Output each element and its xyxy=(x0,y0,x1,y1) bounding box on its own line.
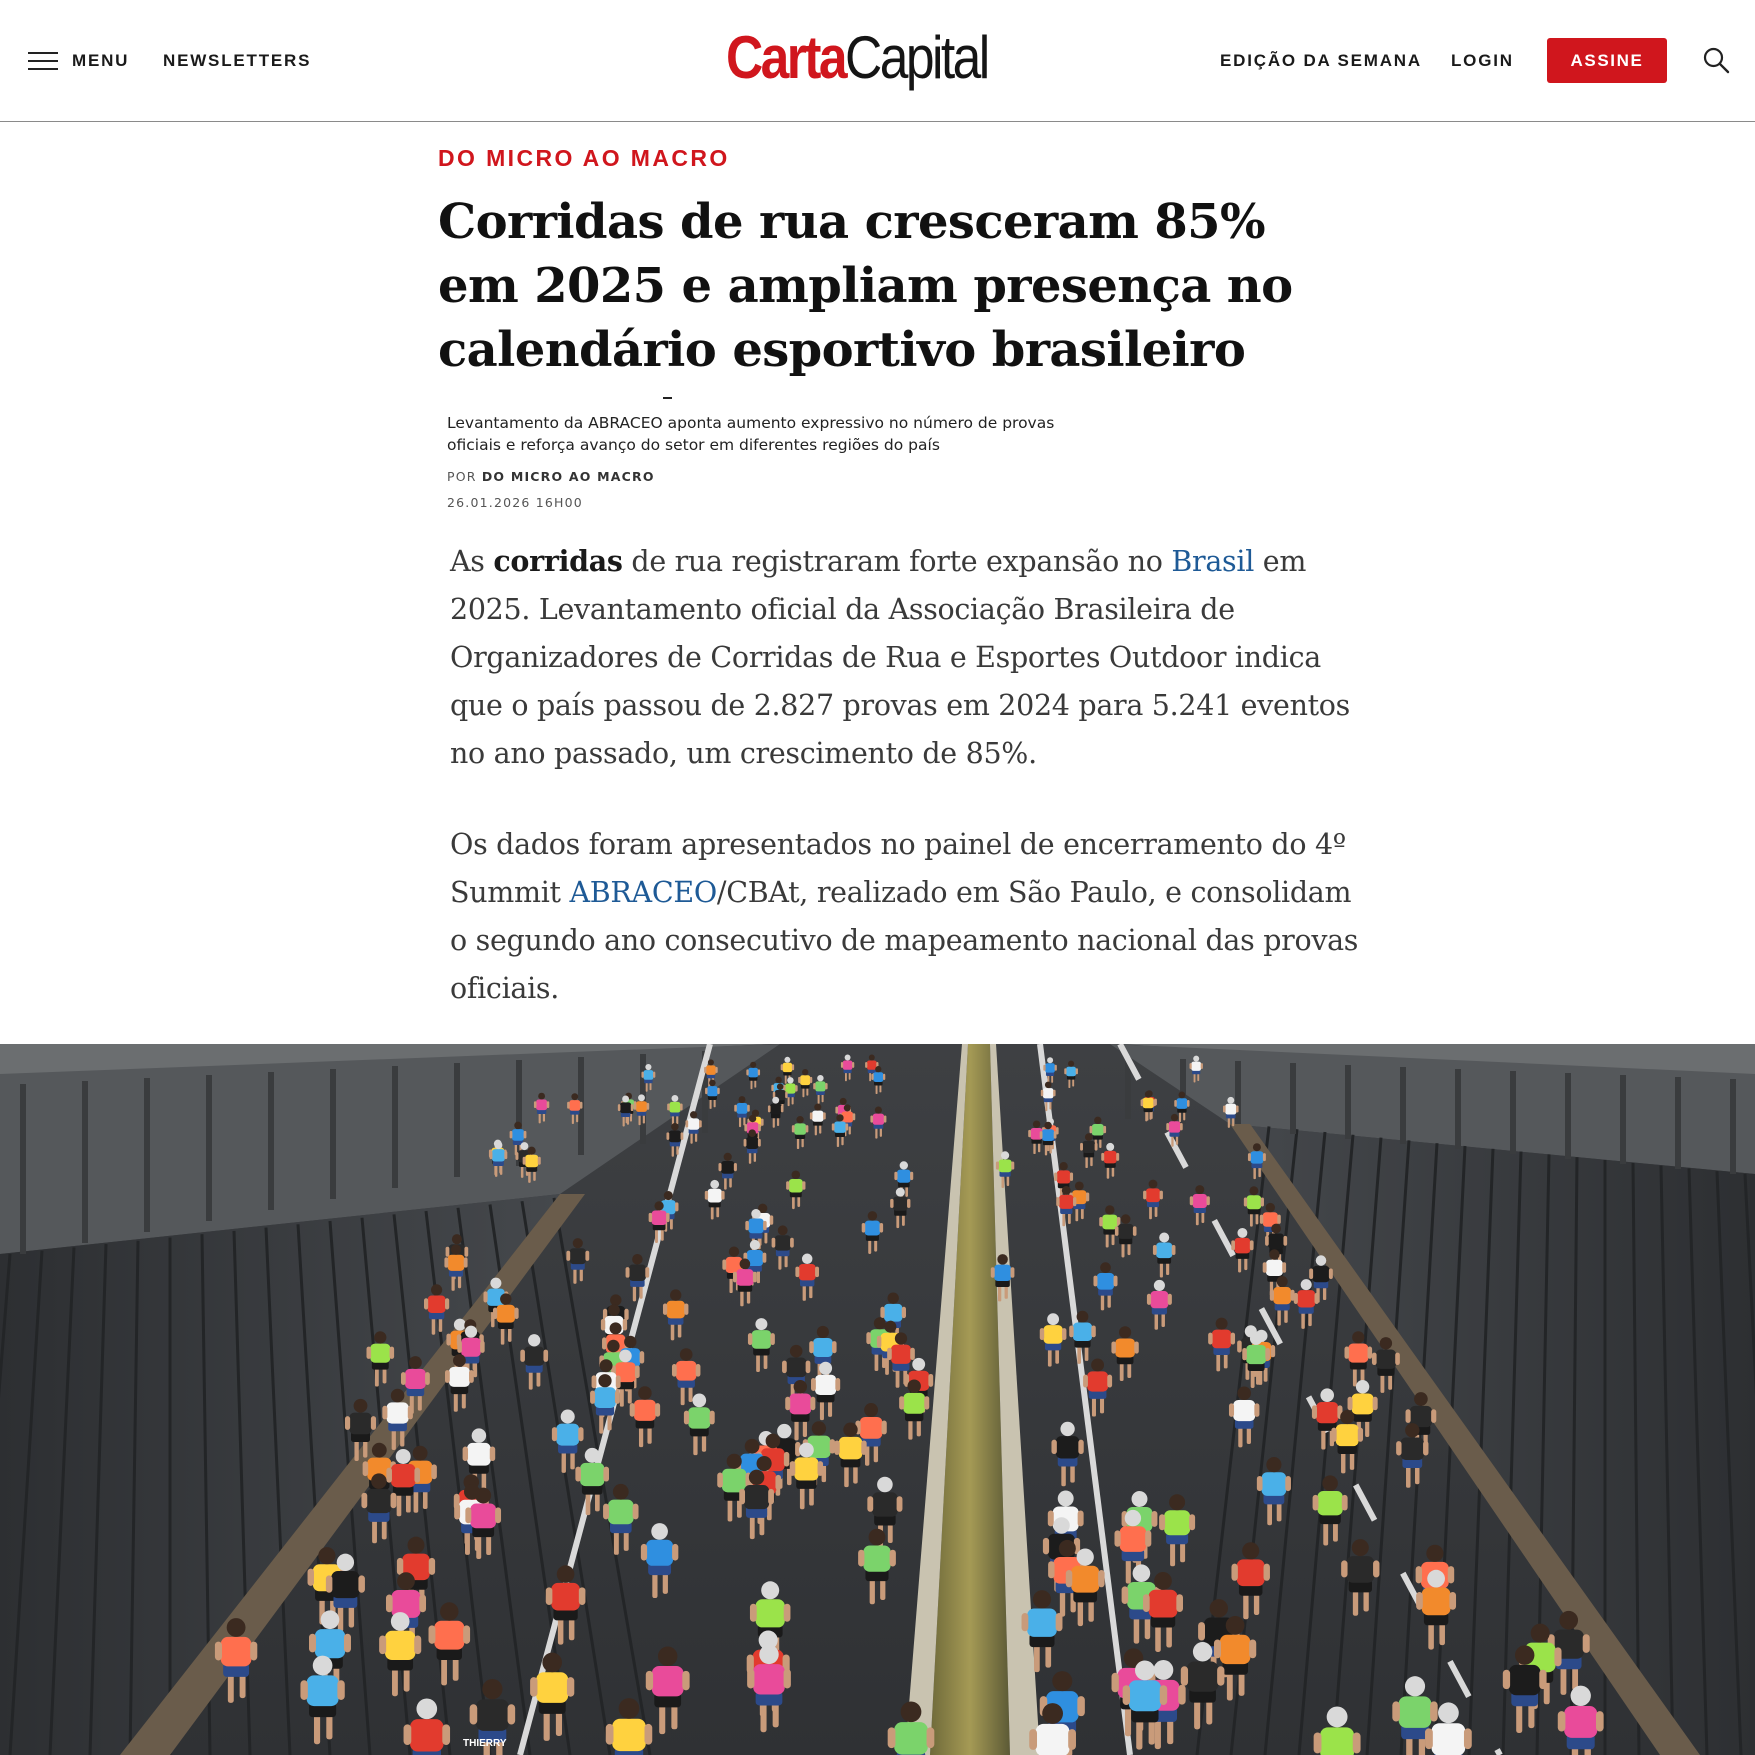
article-title: Corridas de rua cresceram 85% em 2025 e ampliam presença no calendário esportivo brasileiro xyxy=(438,194,1293,378)
search-icon[interactable] xyxy=(1702,46,1730,74)
p1-bold-corridas: corridas xyxy=(493,544,623,578)
title-divider xyxy=(663,397,672,399)
body-paragraph-2 xyxy=(450,821,1370,1013)
p1-text-2: de rua registraram forte expansão no xyxy=(622,545,1172,578)
p1-text-3: em 2025. Levantamento oficial da Associação Brasileira de Organizadores de Corridas de Rua e Esportes Outdoor indica que o país passou de 2.827 provas em 2024 para 5.241 eventos no ano passado, um crescimento de 85%. xyxy=(450,545,1350,770)
link-abraceo[interactable]: ABRACEO xyxy=(569,876,717,909)
p1-text-1: As xyxy=(450,545,494,578)
edicao-da-semana-link[interactable]: EDIÇÃO DA SEMANA xyxy=(1220,51,1422,70)
logo-capital[interactable]: Capital xyxy=(845,24,988,91)
hamburger-icon[interactable] xyxy=(28,51,58,71)
article-subtitle: Levantamento da ABRACEO aponta aumento expressivo no número de provas oficiais e reforça avanço do setor em diferentes regiões do país xyxy=(447,414,1055,454)
p2-text-1: Os dados foram apresentados no painel de encerramento do 4º Summit xyxy=(450,828,1346,909)
hero-image-runners xyxy=(0,1044,1755,1755)
logo-carta[interactable]: Carta xyxy=(726,24,846,91)
p2-text-2: /CBAt, realizado em São Paulo, e consolidam o segundo ano consecutivo de mapeamento nacional das provas oficiais. xyxy=(450,876,1359,1005)
hero-bib-text: THIERRY xyxy=(463,1738,507,1749)
author-link[interactable]: DO MICRO AO MACRO xyxy=(481,469,655,484)
publish-date: 26.01.2026 16H00 xyxy=(447,495,583,510)
byline-prefix: POR xyxy=(447,469,477,484)
assine-button[interactable]: ASSINE xyxy=(1547,38,1667,83)
newsletters-link[interactable]: NEWSLETTERS xyxy=(163,51,312,70)
runners-illustration xyxy=(0,1044,1755,1755)
link-brasil[interactable]: Brasil xyxy=(1171,545,1255,578)
byline xyxy=(447,469,655,484)
menu-button[interactable] xyxy=(28,42,129,80)
site-logo[interactable] xyxy=(726,18,988,98)
menu-label[interactable]: MENU xyxy=(72,51,130,70)
article-kicker[interactable]: DO MICRO AO MACRO xyxy=(438,145,730,171)
login-link[interactable]: LOGIN xyxy=(1451,51,1514,70)
site-header xyxy=(0,0,1755,122)
body-paragraph-1 xyxy=(450,537,1370,778)
